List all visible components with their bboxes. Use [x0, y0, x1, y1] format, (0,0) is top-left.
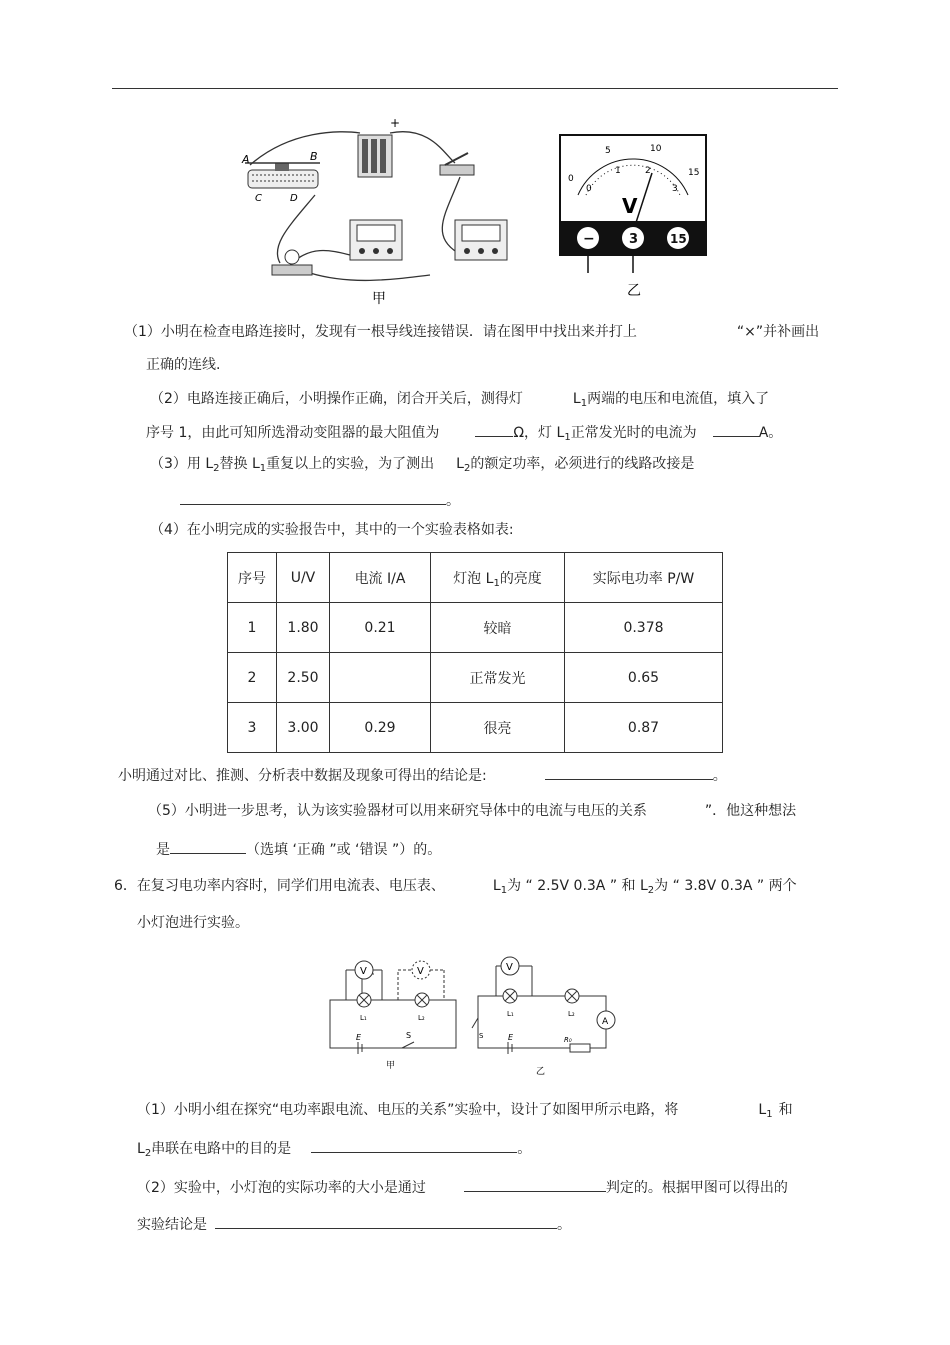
table-cell: 正常发光: [431, 653, 565, 703]
table-cell: 较暗: [431, 603, 565, 653]
q6-1-l2: L: [137, 1141, 145, 1157]
q2-blank-resistance[interactable]: [475, 422, 513, 437]
header-lamp-sub: 1: [493, 577, 500, 589]
q6-1-l1-sub: 1: [766, 1109, 773, 1120]
header-lamp: 灯泡 L: [453, 570, 494, 587]
rheostat-label-a: A: [242, 153, 250, 166]
circuit-yi-ammeter: A: [602, 1017, 609, 1027]
q6-1-l1: L: [758, 1102, 767, 1118]
q2-text-c: 两端的电压和电流值，填入了: [587, 391, 770, 407]
circuit-jia-s-label: S: [406, 1031, 412, 1040]
table-cell: 0.378: [565, 603, 723, 653]
battery-plus-label: +: [390, 116, 401, 130]
q2-blank-current[interactable]: [713, 422, 759, 437]
q5-text-c: 是: [156, 842, 170, 858]
q3-line1: [150, 455, 694, 475]
q2-l1: L: [572, 391, 581, 407]
circuit-yi-l2-label: L₂: [568, 1010, 575, 1018]
q3-text-b: 替换 L: [219, 456, 260, 472]
scale-bottom-0: 0: [586, 184, 592, 194]
header-brightness: 的亮度: [499, 570, 542, 587]
rheostat-label-c: C: [255, 193, 262, 204]
circuit-yi-e-label: E: [508, 1033, 514, 1042]
table-cell: 3: [228, 703, 277, 753]
q1-line2: 正确的连线.: [146, 357, 221, 373]
circuit-jia: [330, 961, 456, 1054]
q2-text-a: （2）电路连接正确后，小明操作正确，闭合开关后，测得灯: [150, 391, 523, 407]
experiment-table: [227, 552, 723, 753]
q6-1-blank[interactable]: [311, 1138, 517, 1153]
table-header: [431, 553, 565, 603]
scale-bottom-1: 1: [615, 166, 621, 176]
q1-text-a: （1）小明在检查电路连接时，发现有一根导线连接错误．请在图甲中找出来并打上: [124, 324, 637, 340]
table-cell: 3.00: [277, 703, 330, 753]
battery: [358, 116, 400, 177]
q5-blank[interactable]: [170, 839, 246, 854]
q2-line1: [150, 390, 769, 410]
q2-l1-sub: 1: [580, 398, 588, 409]
q1-line1: [124, 323, 819, 341]
circuit-jia-voltmeter-2: V: [417, 966, 424, 977]
q3-b-sub: 1: [259, 463, 267, 474]
circuit-yi-l1-label: L₁: [507, 1010, 514, 1018]
q3-end: 。: [446, 493, 460, 509]
scale-top-0: 0: [568, 174, 574, 184]
q6-l1: L: [492, 878, 501, 894]
table-cell: 很亮: [431, 703, 565, 753]
q3-blank[interactable]: [180, 490, 446, 505]
scale-top-15: 15: [688, 168, 700, 178]
voltmeter-small: [350, 220, 402, 260]
q3-text-c: 重复以上的实验，为了测出: [266, 456, 435, 472]
q6-l2-sub: 2: [647, 885, 655, 896]
table-header-row: [228, 553, 723, 603]
circuit-jia-e-label: E: [356, 1033, 362, 1042]
circuit-yi-r0-label: R₀: [564, 1036, 572, 1044]
q4-intro: （4）在小明完成的实验报告中，其中的一个实验表格如表:: [150, 522, 514, 538]
q6-1-text-c: 和: [778, 1102, 793, 1118]
q2-text-f: 正常发光时的电流为: [570, 425, 697, 441]
q2-line2: [146, 422, 782, 444]
figure-label-jia: 甲: [372, 291, 386, 305]
figure-circuit-and-voltmeter: [230, 115, 720, 305]
figure-series-circuits: [322, 952, 622, 1082]
q3-line2: [180, 490, 460, 510]
q6-2-text-a: （2）实验中，小灯泡的实际功率的大小是通过: [137, 1180, 426, 1196]
q1-text-b: “×”并补画出: [736, 324, 820, 340]
table-cell: 2: [228, 653, 277, 703]
q3-d-sub: 2: [463, 463, 471, 474]
header-rule: [112, 88, 838, 89]
rheostat-label-d: D: [290, 193, 298, 204]
q6-l1-sub: 1: [500, 885, 508, 896]
circuit-jia-voltmeter-1: V: [360, 966, 367, 977]
q5-text-b: ”．他这种想法: [704, 803, 797, 819]
terminal-15: 15: [670, 232, 687, 246]
q4-end: 。: [712, 768, 727, 784]
table-row: [228, 653, 723, 703]
circuit-jia-l2-label: L₂: [418, 1014, 425, 1022]
q4-conclusion: [118, 765, 727, 785]
circuit-jia-caption: 甲: [386, 1061, 396, 1071]
q6-1-end: 。: [517, 1141, 532, 1157]
q2-e-sub: 1: [564, 432, 571, 443]
q6-1-line1: [137, 1101, 793, 1121]
table-header: 实际电功率 P/W: [565, 553, 723, 603]
q3-a-sub: 2: [213, 463, 220, 474]
q6-2-blank-2[interactable]: [215, 1214, 557, 1229]
table-header: 电流 I/A: [330, 553, 431, 603]
q2-text-e: Ω，灯 L: [513, 425, 565, 441]
table-cell: 0.87: [565, 703, 723, 753]
meter-letter-v: V: [622, 194, 638, 218]
circuit-yi: [472, 957, 615, 1054]
q6-1-l2-sub: 2: [144, 1148, 152, 1159]
circuit-jia-l1-label: L₁: [360, 1014, 367, 1022]
table-cell: 1.80: [277, 603, 330, 653]
wire-top: [250, 132, 455, 165]
q4-conclusion-text: 小明通过对比、推测、分析表中数据及现象可得出的结论是:: [118, 768, 487, 784]
q6-2-line1: [137, 1177, 788, 1197]
table-row: [228, 703, 723, 753]
q5-text-a: （5）小明进一步思考，认为该实验器材可以用来研究导体中的电流与电压的关系: [148, 803, 647, 819]
q6-2-blank-1[interactable]: [464, 1177, 606, 1192]
q3-text-e: 的额定功率，必须进行的线路改接是: [470, 456, 695, 472]
rheostat: [241, 150, 320, 204]
q6-2-text-c: 实验结论是: [137, 1217, 207, 1233]
q6-line1: [114, 877, 797, 897]
table-cell: 1: [228, 603, 277, 653]
q6-text-num: 6．在复习电功率内容时，同学们用电流表、电压表、: [114, 878, 445, 894]
q6-1-text-a: （1）小明小组在探究“电功率跟电流、电压的关系”实验中，设计了如图甲所示电路，将: [137, 1102, 679, 1118]
voltmeter-dial: [560, 135, 706, 273]
scale-top-10: 10: [650, 144, 662, 154]
ammeter-small: [455, 220, 507, 260]
q6-l1-spec: 为 “ 2.5V 0.3A ” 和 L: [507, 878, 648, 894]
figure-label-yi: 乙: [627, 283, 641, 299]
scale-top-5: 5: [605, 146, 611, 156]
q6-2-line2: [137, 1214, 571, 1234]
q6-1-line2: [137, 1138, 531, 1160]
q3-text-d: L: [456, 456, 464, 472]
q5-line2: [156, 839, 441, 859]
q5-line1: [148, 802, 796, 820]
circuit-yi-s-label: S: [479, 1032, 484, 1040]
q6-2-text-b: 判定的。根据甲图可以得出的: [605, 1180, 788, 1196]
q6-line2: 小灯泡进行实验。: [137, 915, 249, 931]
scale-bottom-2: 2: [645, 166, 651, 176]
q2-text-g: A。: [758, 425, 783, 441]
table-cell: 0.21: [330, 603, 431, 653]
table-header: U/V: [277, 553, 330, 603]
scale-bottom-3: 3: [672, 184, 678, 194]
table-cell[interactable]: [330, 653, 431, 703]
circuit-yi-caption: 乙: [536, 1067, 546, 1077]
q3-text-a: （3）用 L: [150, 456, 214, 472]
q2-text-d: 序号 1，由此可知所选滑动变阻器的最大阻值为: [146, 425, 440, 441]
terminal-3: 3: [629, 232, 639, 247]
terminal-minus: −: [583, 231, 595, 247]
q6-2-end: 。: [557, 1217, 571, 1233]
table-header: 序号: [228, 553, 277, 603]
circuit-yi-voltmeter: V: [506, 962, 513, 973]
table-cell: 0.65: [565, 653, 723, 703]
q5-text-d: （选填 ‘正确 ”或 ‘错误 ”）的。: [246, 842, 442, 858]
table-cell: 0.29: [330, 703, 431, 753]
q6-l2-spec: 为 “ 3.8V 0.3A ” 两个: [654, 878, 797, 894]
table-row: [228, 603, 723, 653]
switch: [440, 153, 474, 175]
rheostat-label-b: B: [310, 150, 318, 163]
wire-bottom: [310, 273, 430, 280]
q6-1-text-e: 串联在电路中的目的是: [151, 1141, 292, 1157]
table-cell: 2.50: [277, 653, 330, 703]
q4-blank[interactable]: [545, 765, 713, 780]
